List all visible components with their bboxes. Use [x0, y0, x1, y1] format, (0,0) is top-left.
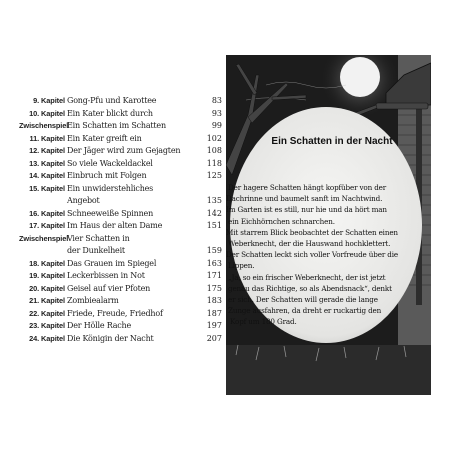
toc-chapter-label: Zwischenspiel [19, 121, 69, 130]
toc-page-number: 197 [206, 321, 222, 330]
toc-chapter-title: Schneeweiße Spinnen [67, 208, 154, 218]
story-line: ein Eichhörnchen schnarchen. [228, 216, 335, 226]
toc-chapter-title: Zombiealarm [67, 296, 119, 305]
toc-entry [19, 295, 226, 307]
story-line: Der Schatten leckt sich voller Vorfreude über die [226, 250, 398, 260]
toc-entry [19, 145, 226, 157]
moon [340, 57, 380, 97]
toc-entry [19, 183, 226, 195]
toc-chapter-label: 21. Kapitel [29, 296, 65, 305]
toc-page-number: 142 [206, 208, 222, 218]
toc-entry [19, 245, 226, 257]
toc-page-number: 159 [206, 246, 222, 255]
story-line: „Ja, so ein frischer Weberknecht, der ist jetzt [228, 272, 386, 282]
toc-chapter-title: So viele Wackeldackel [67, 158, 153, 168]
toc-chapter-label: 18. Kapitel [29, 258, 65, 268]
story-line: Mit starrem Blick beobachtet der Schatten einen [226, 227, 398, 237]
toc-chapter-title: Die Königin der Nacht [67, 333, 154, 343]
toc-entry [19, 320, 226, 332]
toc-page-number: 183 [206, 296, 222, 305]
toc-chapter-title: Gong-Pfu und Karottee [67, 96, 157, 105]
toc-chapter-title: Geisel auf vier Pfoten [67, 283, 151, 293]
toc-chapter-label: 20. Kapitel [29, 283, 65, 293]
toc-chapter-label: 24. Kapitel [29, 333, 65, 343]
toc-chapter-label: 15. Kapitel [29, 183, 65, 193]
toc-entry [19, 270, 226, 282]
toc-chapter-title: Ein Schatten im Schatten [67, 121, 166, 130]
toc-chapter-title: Im Haus der alten Dame [67, 221, 163, 230]
toc-chapter-label: 17. Kapitel [29, 221, 65, 230]
toc-chapter-label: 19. Kapitel [29, 271, 65, 280]
story-line: Kopf um 180 Grad. [230, 317, 297, 327]
toc-page-number: 175 [206, 283, 222, 293]
toc-page-number: 151 [206, 221, 222, 230]
toc-chapter-label: 23. Kapitel [29, 321, 65, 330]
toc-page-number: 118 [206, 158, 222, 168]
toc-page-number: 171 [206, 271, 222, 280]
toc-chapter-title: Vier Schatten in [67, 233, 130, 243]
toc-entry [19, 195, 226, 207]
toc-page-number: 187 [206, 308, 222, 318]
chapter-title: Ein Schatten in der Nacht [271, 136, 393, 147]
toc-page-number: 93 [211, 108, 222, 118]
toc-entry [19, 108, 226, 120]
toc-entry [19, 233, 226, 245]
toc-entry [19, 220, 226, 232]
toc-chapter-title: der Dunkelheit [67, 246, 125, 255]
toc-chapter-title: Friede, Freude, Friedhof [67, 308, 163, 318]
toc-entry [19, 158, 226, 170]
toc-entry [19, 95, 226, 107]
toc-page-number: 102 [206, 133, 222, 143]
toc-entry [19, 208, 226, 220]
toc-page-number: 99 [211, 121, 222, 130]
chapter-illustration-page [226, 55, 431, 395]
story-line: Zunge ausfahren, da dreht er ruckartig den [228, 306, 382, 316]
toc-chapter-title: Der Jäger wird zum Gejagten [67, 146, 181, 155]
story-line: Weberknecht, der die Hauswand hochklettert. [228, 239, 391, 248]
toc-chapter-title: Ein unwiderstehliches [67, 183, 154, 193]
toc-entry [19, 258, 226, 270]
toc-entry [19, 170, 226, 182]
toc-page-number: 135 [206, 196, 222, 205]
story-line: genau das Richtige, so als Abendsnack“, denkt [228, 283, 392, 293]
toc-chapter-label: 12. Kapitel [29, 146, 65, 155]
toc-chapter-label: 22. Kapitel [29, 308, 65, 318]
toc-chapter-label: 14. Kapitel [29, 171, 65, 180]
toc-entry [19, 308, 226, 320]
toc-chapter-label: 11. Kapitel [29, 133, 65, 143]
toc-chapter-title: Ein Kater blickt durch [67, 108, 153, 118]
gutter [376, 103, 428, 109]
toc-entry [19, 333, 226, 345]
toc-page-number: 207 [206, 333, 222, 343]
toc-chapter-title: Der Hölle Rache [67, 321, 132, 330]
toc-page-number: 108 [206, 146, 222, 155]
toc-chapter-label: 10. Kapitel [29, 108, 65, 118]
toc-chapter-title: Angebot [67, 196, 100, 205]
ground [226, 345, 431, 395]
toc-chapter-label: 13. Kapitel [29, 158, 65, 168]
toc-page-number: 163 [206, 258, 222, 268]
story-line: Dachrinne und baumelt sanft im Nachtwind. [226, 194, 383, 204]
toc-entry [19, 133, 226, 145]
story-line: Der hagere Schatten hängt kopfüber von der [228, 183, 387, 192]
toc-chapter-title: Einbruch mit Folgen [67, 171, 147, 180]
toc-chapter-title: Ein Kater greift ein [67, 133, 142, 143]
story-line: er sich. Der Schatten will gerade die lange [228, 295, 378, 304]
table-of-contents-page [19, 55, 226, 395]
story-line: Im Garten ist es still, nur hie und da hört man [226, 205, 387, 215]
toc-chapter-title: Leckerbissen in Not [67, 271, 145, 280]
story-line: Lippen. [228, 261, 255, 271]
toc-page-number: 83 [211, 96, 222, 105]
toc-entry [19, 283, 226, 295]
toc-page-number: 125 [206, 171, 222, 180]
toc-entry [19, 120, 226, 132]
toc-chapter-title: Das Grauen im Spiegel [67, 258, 157, 268]
toc-chapter-label: 16. Kapitel [29, 208, 65, 218]
toc-chapter-label: Zwischenspiel [19, 233, 69, 243]
toc-chapter-label: 9. Kapitel [33, 96, 65, 105]
